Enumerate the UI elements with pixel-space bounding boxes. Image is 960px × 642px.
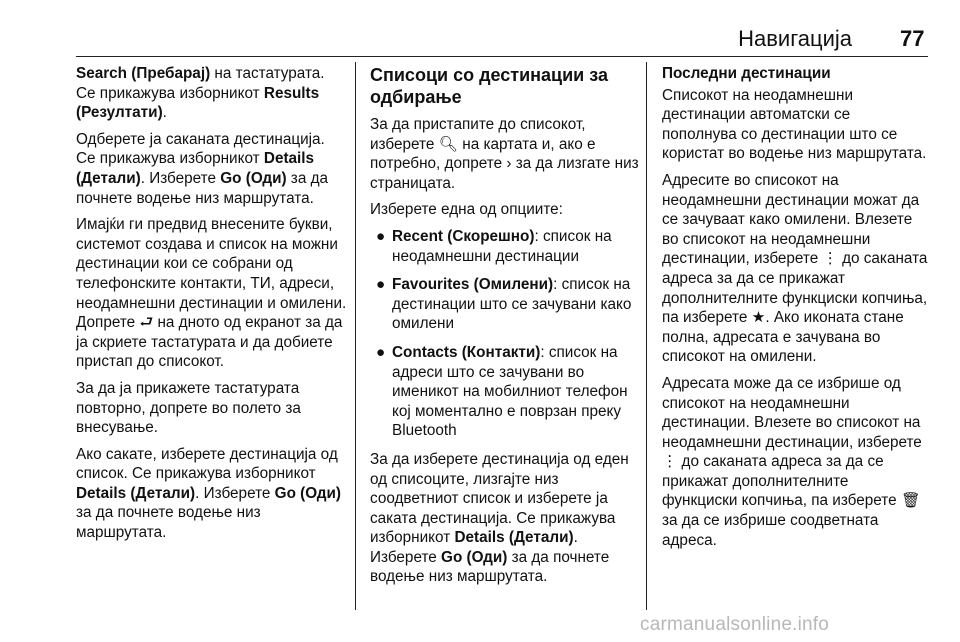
star-icon: ★	[751, 309, 766, 327]
section-heading: Последни дестинации	[662, 65, 831, 82]
bullet: ●	[376, 227, 386, 245]
hide-keyboard-icon: ⮐	[139, 314, 154, 332]
text: Одберете ја саканата дестинација. Се прикажува изборникот	[76, 130, 325, 168]
paragraph	[370, 115, 640, 193]
text: : список на адреси што се зачувани во именикот на мобилниот телефон кој моментално е поврзан преку Bluetooth	[392, 343, 628, 440]
text: Ако сакате, изберете дестинација од список. Се прикажува изборникот	[76, 445, 338, 483]
paragraph	[662, 171, 928, 367]
page-title: Навигација	[738, 26, 852, 51]
bold-term: Contacts (Контакти)	[392, 343, 541, 361]
text: . Изберете	[140, 169, 221, 187]
text: За да изберете дестинација од еден од списоците, лизгајте низ соодветниот список и изберете ја саката дестинација. Се прикажува изборникот	[370, 450, 629, 547]
paragraph	[662, 374, 928, 550]
page-number: 77	[900, 26, 925, 51]
header-rule	[76, 56, 928, 57]
bold-term: Search (Пребарај)	[76, 65, 211, 82]
text: Адресите во списокот на неодамнешни дестинации можат да се зачуваат како омилени. Влезете во списокот на неодамнешни дестинации, изберете	[662, 171, 920, 268]
text: . Изберете	[370, 529, 578, 566]
text: : список на дестинации што се зачувани како омилени	[392, 276, 632, 333]
text: Адресата може да се избрише од списокот на неодамнешни дестинации. Влезете во списокот на неодамнешни дестинации, изберете	[662, 374, 922, 451]
bullet: ●	[376, 276, 386, 294]
text: за да почнете водење низ маршрутата.	[370, 548, 610, 586]
list-item	[370, 227, 640, 266]
bold-term: Details (Детали)	[76, 484, 196, 502]
bold-term: Go (Оди)	[441, 548, 508, 566]
column-divider-1	[355, 62, 356, 610]
bold-term: Results (Резултати)	[76, 84, 320, 122]
column-3	[662, 64, 928, 557]
paragraph	[370, 450, 640, 587]
text: до саканата адреса за да се прикажат дополнителните функциски копчиња, па изберете	[662, 250, 928, 327]
section-heading: Списоци со дестинации за одбирање	[370, 65, 608, 107]
text: за да почнете водење низ маршрутата.	[76, 169, 329, 207]
text: до саканата адреса за да се прикажат дополнителните функциски копчиња, па изберете	[662, 453, 901, 510]
paragraph	[76, 64, 348, 123]
bold-term: Favourites (Омилени)	[392, 276, 554, 294]
bold-term: Recent (Скорешно)	[392, 227, 535, 245]
text: За да пристапите до списокот, изберете	[370, 116, 586, 153]
text: . Изберете	[195, 484, 275, 502]
text: на картата и, ако е потребно, допрете	[370, 135, 596, 173]
paragraph: Списокот на неодамнешни дестинации автоматски се пополнува со дестинации што се користат во водење низ маршрутата.	[662, 86, 927, 163]
more-vertical-icon: ⋮	[662, 453, 678, 471]
text: на дното од екранот за да ја скриете тастатурата и да добиете пристап до списокот.	[76, 314, 343, 371]
list-item	[370, 275, 640, 334]
text: на тастатурата. Се прикажува изборникот	[76, 65, 325, 102]
search-icon: 🔍︎	[438, 135, 459, 153]
text: за да се избрише соодветната адреса.	[662, 512, 879, 549]
list-item	[370, 343, 640, 441]
bold-term: Details (Детали)	[454, 529, 574, 547]
bold-term: Details (Детали)	[76, 150, 315, 187]
text: .	[162, 104, 167, 122]
paragraph: За да ја прикажете тастатурата повторно, допрете во полето за внесување.	[76, 379, 301, 437]
bold-term: Go (Оди)	[274, 484, 341, 502]
options-list	[370, 227, 640, 441]
paragraph: Изберете една од опциите:	[370, 201, 563, 219]
watermark: carmanualsonline.info	[640, 614, 830, 635]
paragraph	[76, 215, 348, 372]
text: за да лизгате низ страницата.	[370, 155, 639, 192]
text: Имајќи ги предвид внесените букви, системот создава и список на можни дестинации кои се собрани од телефонските контакти, ТИ, адреси, неодамнешни дестинации и омилени. Допрете	[76, 216, 347, 332]
bullet: ●	[376, 343, 386, 361]
paragraph	[76, 130, 348, 208]
chevron-right-icon: ›	[506, 155, 512, 173]
column-divider-2	[646, 62, 647, 610]
text: . Ако иконата стане полна, адресата е зачувана во списокот на омилени.	[662, 309, 904, 366]
column-2	[370, 64, 640, 594]
paragraph	[76, 445, 348, 543]
more-vertical-icon: ⋮	[822, 250, 838, 268]
trash-icon: 🗑︎	[900, 492, 921, 510]
bold-term: Go (Оди)	[220, 169, 287, 187]
text: за да почнете водење низ маршрутата.	[76, 504, 261, 542]
page-header	[0, 26, 960, 56]
column-1	[76, 64, 348, 550]
text: : список на неодамнешни дестинации	[392, 227, 612, 265]
